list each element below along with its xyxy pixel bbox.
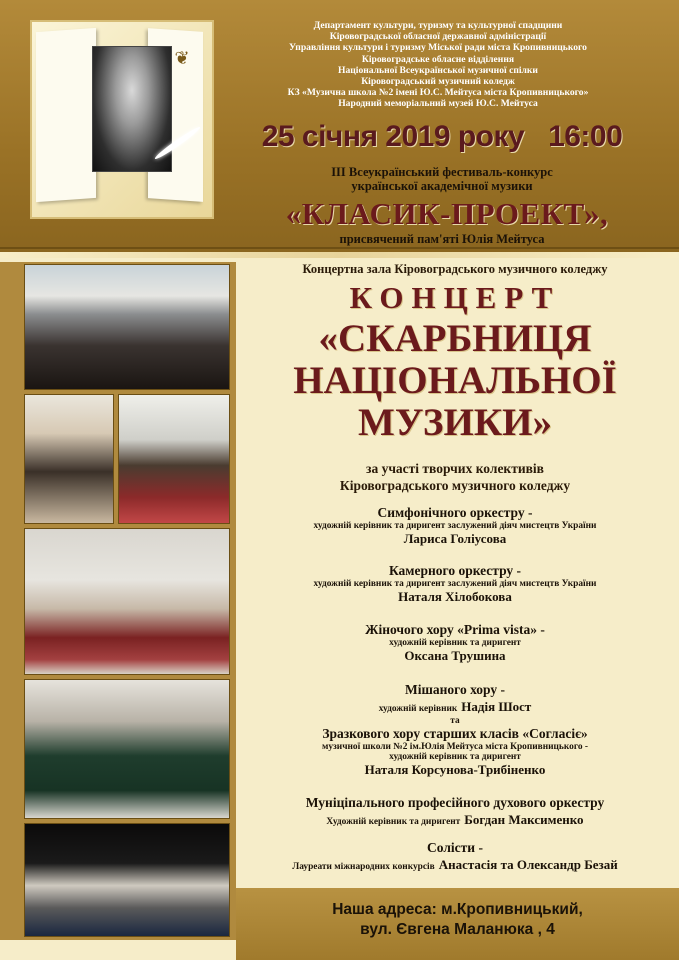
organizer-line: Департамент культури, туризму та культурної спадщини [313,20,563,31]
group-womens-choir [240,622,670,664]
group-subtitle: художній керівник та диригент [389,638,521,648]
organizer-line: КЗ «Музична школа №2 імені Ю.С. Мейтуса міста Кропивницького» [287,87,589,99]
festival-line-1: ІІІ Всеукраїнський фестиваль-конкурс [331,165,553,179]
ornament-icon: ❦ [174,48,190,68]
photo-orchestra [24,264,230,390]
event-datetime [232,120,652,154]
address [236,900,679,940]
venue: Концертна зала Кіровоградського музичного коледжу [302,262,608,276]
photo-chamber-musicians [24,394,114,524]
organizers-list [228,20,648,110]
header-divider [0,247,679,249]
event-date: 25 січня 2019 року [261,120,525,153]
group-title: Муніціпального професійного духового оркестру [305,795,605,810]
group-leader: Богдан Максименко [464,812,584,827]
header-stripe [0,252,679,258]
address-line: вул. Євгена Маланюка , 4 [360,921,555,938]
group-subtitle: художній керівник та диригент [389,752,521,762]
group-subtitle: художній керівник [378,704,458,714]
bottom-strip [0,940,236,960]
festival-description [232,165,652,193]
group-title: Камерного оркестру - [388,563,522,578]
participation [240,460,670,494]
group-leader: Надія Шост [461,699,532,714]
event-time: 16:00 [548,120,623,153]
concert-title-line: МУЗИКИ» [358,401,552,444]
organizer-line: Кіровоградської обласної державної адміністрації [329,31,547,43]
group-subtitle: Лауреати міжнародних конкурсів [292,862,435,872]
concert-title [240,318,670,444]
festival-name: «КЛАСИК-ПРОЕКТ», [285,196,609,231]
group-subtitle: художній керівник та диригент заслужений діяч мистецтв України [313,579,597,589]
group-subtitle: Художній керівник та диригент [326,817,461,827]
organizer-line: Кіровоградське обласне відділення [361,53,515,65]
festival-line-2: української академічної музики [351,179,533,193]
concert-title-line: НАЦІОНАЛЬНОЇ [293,359,617,402]
organizer-line: Кіровоградський музичний коледж [361,76,515,88]
group-title: Солісти - [427,840,483,855]
photo-mixed-choir [24,679,230,819]
group-leader: Наталя Хілобокова [398,589,512,604]
group-chamber [240,563,670,605]
participation-line: Кіровоградського музичного коледжу [339,478,571,493]
organizer-line: Народний меморіальний музей Ю.С. Мейтуса [338,98,538,110]
group-title: Симфонічного оркестру - [377,505,533,520]
book-page-left [36,28,96,202]
group-mixed-choir [240,682,670,778]
group-title: Мішаного хору - [404,682,506,697]
conjunction: та [450,716,460,726]
group-leader-line [240,698,670,716]
photo-womens-choir [24,528,230,675]
participation-line: за участі творчих колективів [366,461,544,476]
group-leader: Наталя Корсунова-Трибіненко [364,762,546,777]
address-line: Наша адреса: м.Кропивницький, [332,901,583,918]
concert-label: КОНЦЕРТ [349,280,561,315]
organizer-line: Національної Всеукраїнської музичної спілки [338,64,538,76]
group-leader-line [240,856,670,874]
festival-dedication: присвячений пам'яті Юлія Мейтуса [339,232,545,246]
group-leader: Оксана Трушина [404,648,506,663]
group-title: Жіночого хору «Prima vista» - [365,622,545,637]
group-symphony [240,505,670,547]
group-brass [240,795,670,829]
photo-brass-orchestra [24,823,230,937]
group-leader-line [240,811,670,829]
group-subtitle: художній керівник та диригент заслужений діяч мистецтв України [313,521,597,531]
photo-audience-hall [118,394,230,524]
group-leader: Лариса Голіусова [403,531,507,546]
concert-title-line: «СКАРБНИЦЯ [318,317,592,360]
group-soloists [240,840,670,874]
group-leader: Анастасія та Олександр Безай [438,857,618,872]
group-subtitle: музичної школи №2 ім.Юлія Мейтуса міста Кропивницького - [321,742,589,752]
group-title: Зразкового хору старших класів «Согласіє» [322,726,588,741]
organizer-line: Управління культури і туризму Міської ради міста Кропивницького [289,42,587,54]
